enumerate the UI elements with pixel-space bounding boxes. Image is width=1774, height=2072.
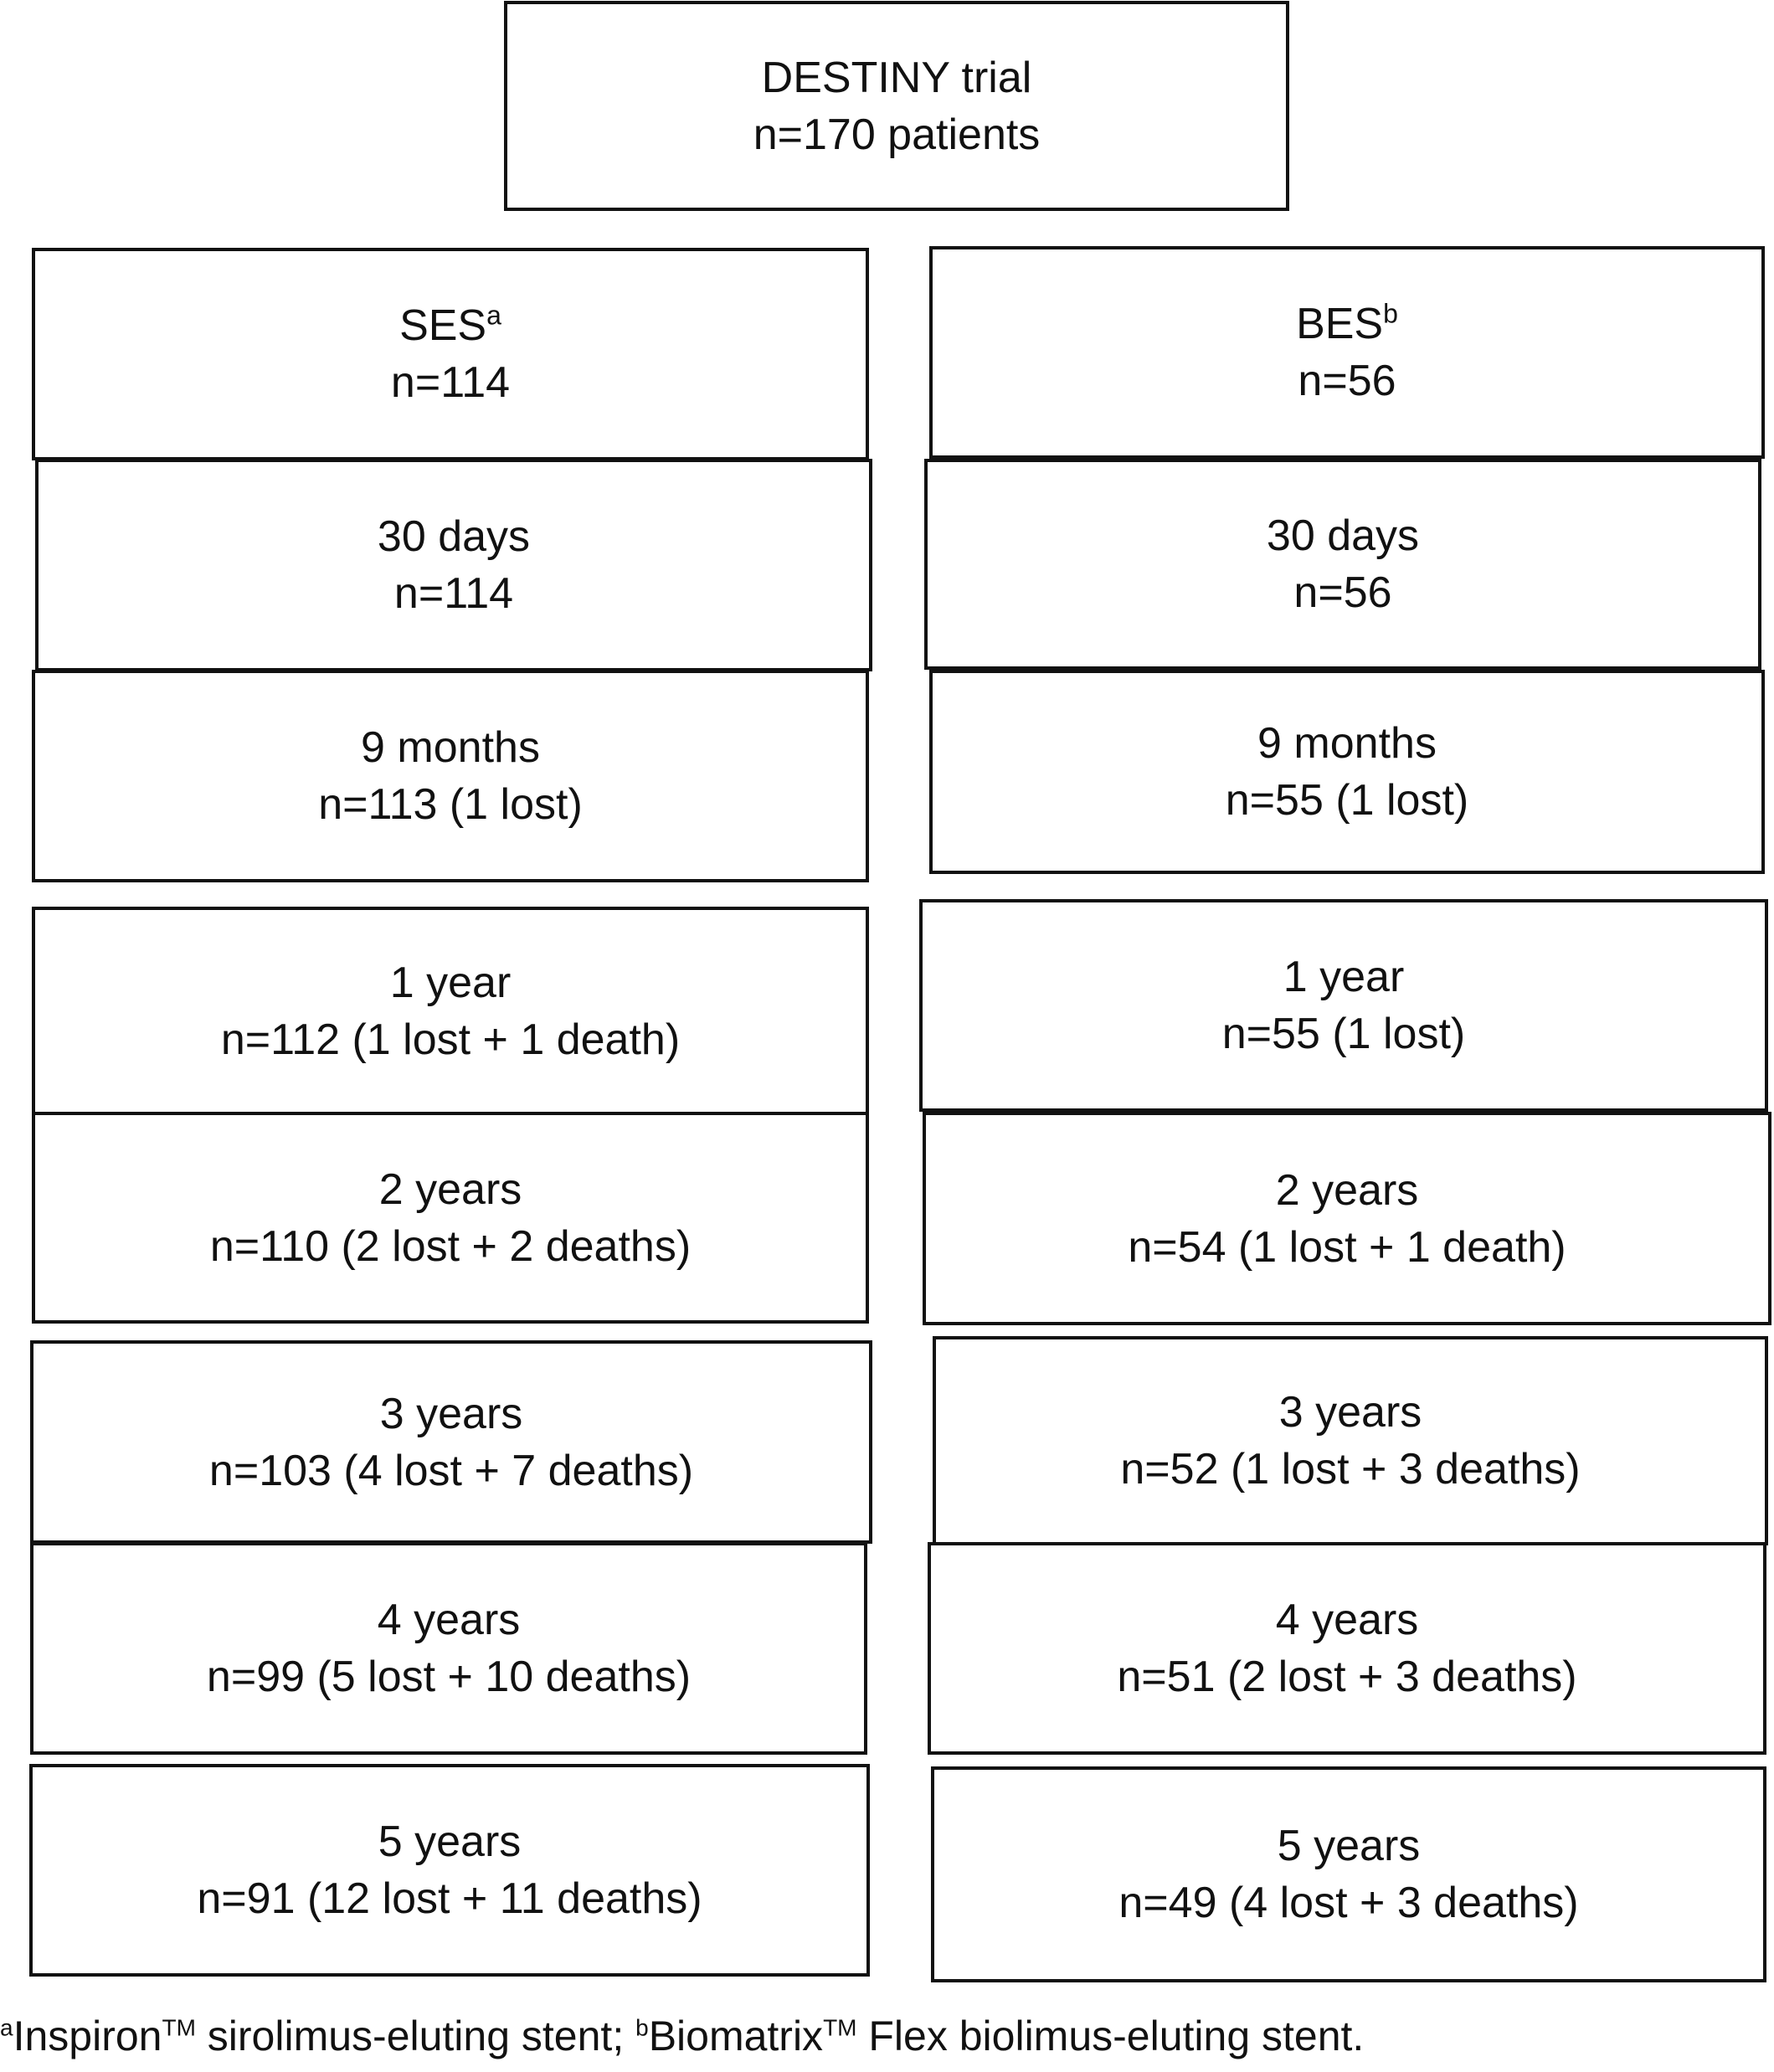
bes-stage-box (931, 1766, 1766, 1982)
ses-stage-title: 9 months (361, 723, 540, 772)
trial-count: n=170 patients (753, 110, 1041, 159)
ses-stage-count: n=113 (1 lost) (318, 780, 583, 829)
ses-stage-count: n=114 (393, 569, 514, 618)
bes-stage-title: 5 years (1277, 1822, 1421, 1870)
bes-stage-title: 1 year (1283, 953, 1405, 1001)
ses-stage-count: n=112 (1 lost + 1 death) (220, 1015, 681, 1064)
ses-group-box (32, 248, 869, 460)
ses-stage-title: 2 years (378, 1165, 522, 1214)
footnote (0, 2009, 1774, 2063)
bes-stage-title: 3 years (1278, 1388, 1422, 1437)
ses-footnote-mark: a (486, 300, 501, 331)
ses-stage-box (35, 459, 872, 671)
bes-group-count: n=56 (1298, 357, 1396, 405)
ses-group-title: SES$^a$ (399, 300, 501, 350)
bes-stage-count: n=55 (1 lost) (1225, 776, 1469, 825)
ses-stage-count: n=110 (2 lost + 2 deaths) (209, 1221, 692, 1271)
footnote-mark-b: b (635, 2014, 649, 2041)
ses-group-count: n=114 (390, 358, 511, 407)
bes-group-title: BES$^b$ (1296, 298, 1398, 348)
bes-stage-title: 9 months (1257, 719, 1437, 768)
ses-stage-count: n=103 (4 lost + 7 deaths) (208, 1446, 694, 1495)
bes-stage-title: 4 years (1275, 1596, 1419, 1644)
ses-stage-title: 1 year (389, 959, 512, 1007)
ses-stage-title: 3 years (379, 1389, 523, 1438)
bes-stage-box (919, 899, 1768, 1112)
ses-stage-box (32, 670, 869, 882)
trial-title: DESTINY trial (761, 53, 1032, 102)
footnote-b-trademark: TM (823, 2014, 857, 2041)
ses-stage-box (30, 1340, 872, 1544)
bes-stage-count: n=55 (1 lost) (1221, 1010, 1466, 1058)
bes-stage-title: 2 years (1275, 1165, 1419, 1215)
footnote-b-desc: Flex biolimus-eluting stent. (856, 2013, 1365, 2059)
ses-stage-box (29, 1764, 870, 1977)
footnote-mark-a: a (0, 2014, 13, 2041)
bes-stage-count: n=51 (2 lost + 3 deaths) (1117, 1653, 1577, 1701)
ses-stage-box (32, 1112, 869, 1324)
footnote-a-desc: sirolimus-eluting stent; (195, 2013, 636, 2059)
ses-stage-count: n=99 (5 lost + 10 deaths) (206, 1653, 692, 1701)
bes-stage-box (933, 1336, 1768, 1545)
footnote-a-name: Inspiron (13, 2013, 162, 2059)
ses-stage-title: 30 days (377, 512, 531, 561)
footnote-b-name: Biomatrix (648, 2013, 824, 2059)
bes-stage-box (928, 1542, 1766, 1755)
footnote-a-trademark: TM (162, 2014, 196, 2041)
bes-stage-count: n=52 (1 lost + 3 deaths) (1120, 1445, 1581, 1494)
bes-stage-count: n=56 (1293, 568, 1392, 617)
bes-stage-title: 30 days (1266, 512, 1420, 560)
ses-stage-title: 4 years (377, 1596, 521, 1644)
trial-box (504, 1, 1289, 211)
bes-group-box (929, 246, 1765, 459)
bes-stage-box (929, 670, 1765, 874)
ses-stage-box (32, 907, 869, 1116)
ses-stage-box (30, 1542, 867, 1755)
bes-stage-box (924, 459, 1761, 670)
bes-stage-box (923, 1112, 1771, 1325)
ses-stage-count: n=91 (12 lost + 11 deaths) (197, 1874, 702, 1923)
ses-stage-title: 5 years (378, 1817, 522, 1866)
bes-footnote-mark: b (1383, 298, 1398, 329)
bes-stage-count: n=54 (1 lost + 1 death) (1128, 1222, 1566, 1272)
bes-stage-count: n=49 (4 lost + 3 deaths) (1118, 1879, 1579, 1927)
